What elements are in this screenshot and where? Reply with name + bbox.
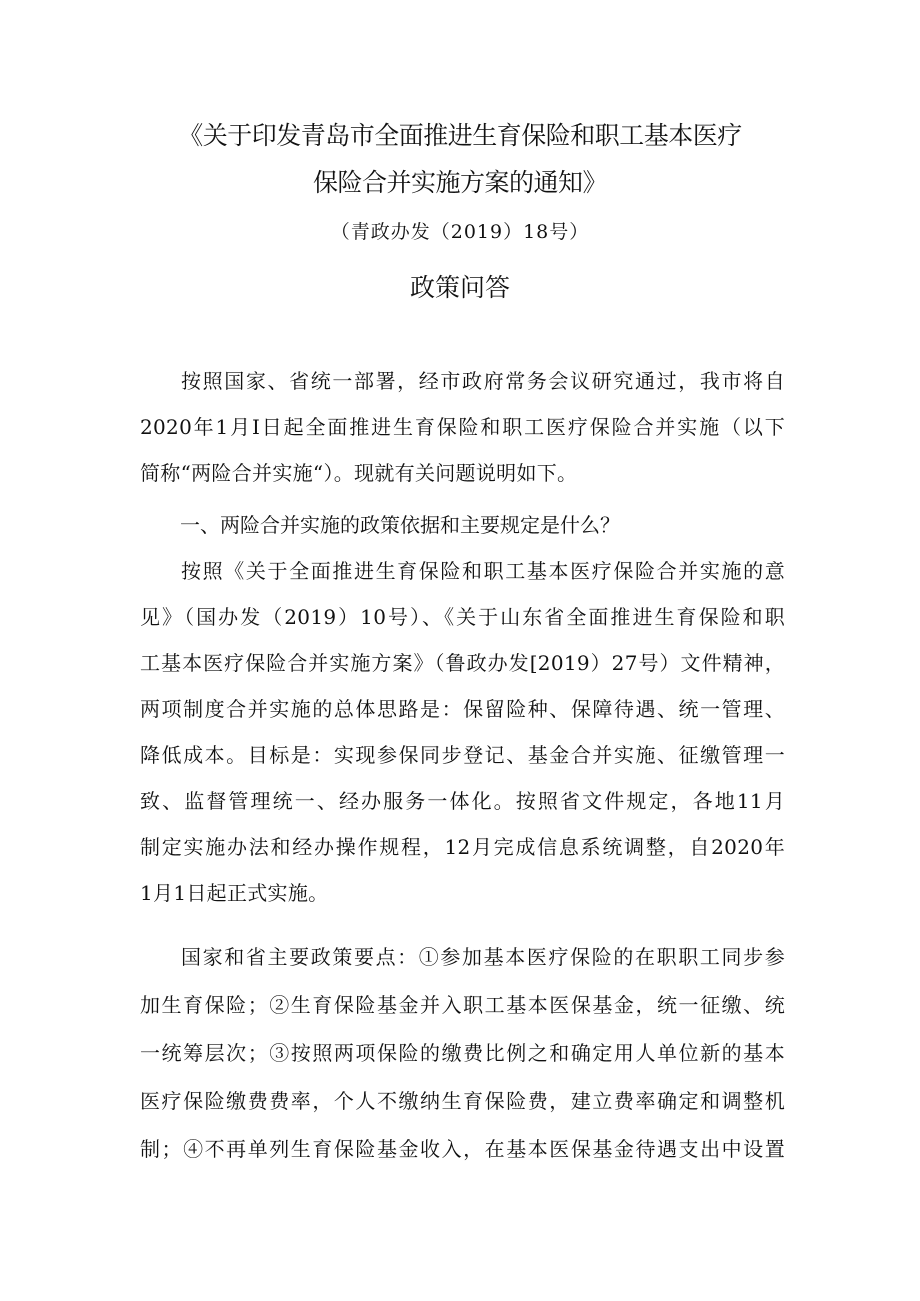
section-1-p1-line-7: 制定实施办法和经办操作规程，12月完成信息系统调整，自2020年 [140,835,785,859]
section-1-p2-line-2: 加生育保险；②生育保险基金并入职工基本医保基金，统一征缴、统 [140,993,785,1017]
section-1-p2-line-1: 国家和省主要政策要点：①参加基本医疗保险的在职职工同步参 [181,945,785,969]
section-1-p1-line-1: 按照《关于全面推进生育保险和职工基本医疗保险合并实施的意 [181,559,785,583]
document-number: （青政办发（2019）18号） [330,221,590,243]
section-1-p1-line-2: 见》（国办发（2019）10号）、《关于山东省全面推进生育保险和职 [140,605,785,629]
section-1-p1-line-3: 工基本医疗保险合并实施方案》（鲁政办发[2019）27号）文件精神， [140,651,785,675]
section-1-p1-line-6: 致、监督管理统一、经办服务一体化。按照省文件规定，各地11月 [140,789,785,813]
section-1-heading: 一、两险合并实施的政策依据和主要规定是什么？ [180,513,620,537]
section-1-p1-line-8: 1月1日起正式实施。 [140,881,329,905]
intro-line-3: 简称“两险合并实施“）。现就有关问题说明如下。 [140,461,578,485]
document-subtitle: 政策问答 [409,273,510,302]
section-1-p2-line-5: 制；④不再单列生育保险基金收入，在基本医保基金待遇支出中设置 [140,1137,785,1161]
intro-line-2: 2020年1月I日起全面推进生育保险和职工医疗保险合并实施（以下 [140,415,785,439]
section-1-p1-line-5: 降低成本。目标是：实现参保同步登记、基金合并实施、征缴管理一 [140,743,785,767]
document-title-line-1: 《关于印发青岛市全面推进生育保险和职工基本医疗 [178,121,742,150]
intro-line-1: 按照国家、省统一部署，经市政府常务会议研究通过，我市将自 [181,369,785,393]
section-1-p2-line-3: 一统筹层次；③按照两项保险的缴费比例之和确定用人单位新的基本 [140,1041,785,1065]
document-title-line-2: 保险合并实施方案的通知》 [312,168,607,197]
section-1-p1-line-4: 两项制度合并实施的总体思路是：保留险种、保障待遇、统一管理、 [140,697,785,721]
section-1-p2-line-4: 医疗保险缴费费率，个人不缴纳生育保险费，建立费率确定和调整机 [140,1089,785,1113]
